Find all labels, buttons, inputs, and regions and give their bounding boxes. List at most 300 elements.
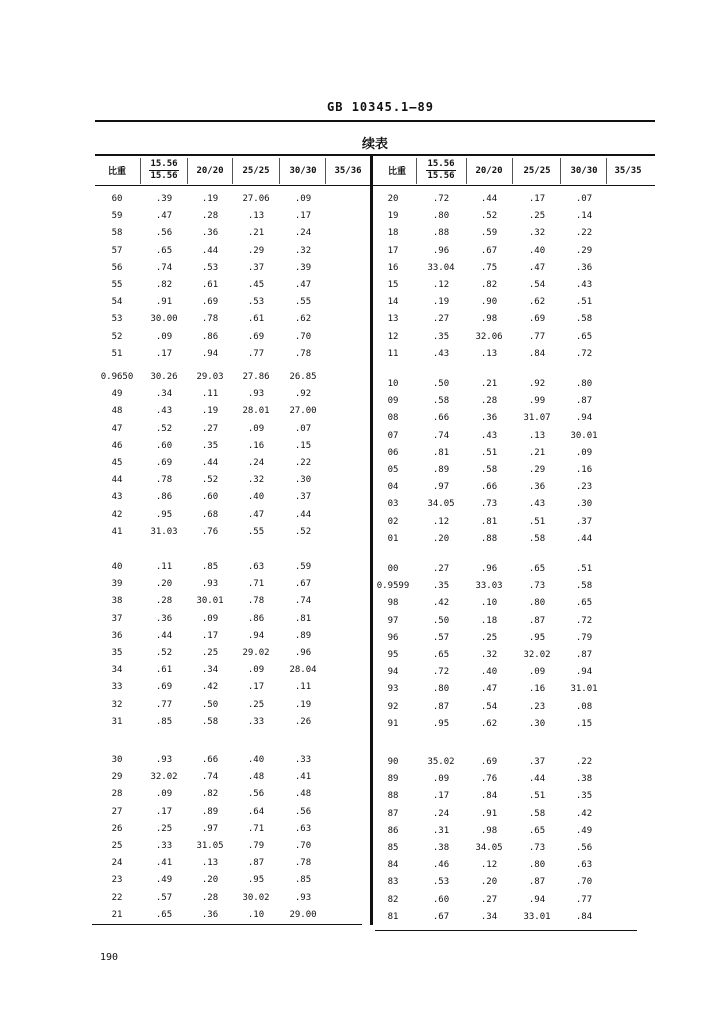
value-cell: .24 [432, 808, 450, 819]
value-cell: .97 [432, 482, 450, 493]
gravity-cell: 30 [111, 755, 123, 765]
value-cell: .40 [528, 245, 546, 256]
value-cell: .80 [528, 598, 546, 609]
value-cell: .56 [247, 789, 265, 800]
value-cell: .41 [294, 772, 312, 783]
value-cell: .93 [247, 389, 265, 400]
value-cell: .43 [528, 499, 546, 510]
value-cell: .20 [155, 579, 173, 590]
value-cell: .74 [432, 430, 450, 441]
header-20-20-right: 20/20 [475, 165, 503, 176]
header-sep [560, 158, 561, 184]
gravity-cell: 56 [111, 262, 123, 273]
value-cell: .20 [432, 533, 450, 544]
gravity-cell: 45 [111, 458, 123, 468]
value-cell: .87 [528, 615, 546, 626]
value-cell: .42 [201, 682, 219, 693]
value-cell: .71 [247, 579, 265, 590]
value-cell: .89 [432, 465, 450, 475]
gravity-cell: 59 [111, 211, 123, 222]
value-cell: .73 [528, 843, 546, 853]
value-cell: .30 [528, 718, 546, 729]
value-cell: .58 [480, 465, 498, 475]
value-cell: .51 [575, 297, 593, 308]
value-cell: .27 [480, 894, 498, 905]
value-cell: .44 [201, 245, 219, 256]
header-15-56-left-den: 15.56 [150, 171, 178, 181]
value-cell: .40 [247, 755, 265, 765]
value-cell: .89 [294, 630, 312, 641]
gravity-cell: 90 [387, 757, 399, 767]
gravity-cell: 41 [111, 526, 123, 537]
gravity-cell: 95 [387, 650, 399, 660]
value-cell: .71 [247, 823, 265, 834]
value-cell: .19 [201, 194, 219, 204]
value-cell: .40 [247, 492, 265, 503]
value-cell: .43 [480, 430, 498, 441]
value-cell: .94 [201, 348, 219, 359]
value-cell: .82 [480, 280, 498, 290]
gravity-cell: 46 [111, 440, 123, 451]
header-sep [140, 158, 141, 184]
value-cell: .96 [480, 564, 498, 574]
value-cell: .67 [480, 245, 498, 256]
value-cell: .69 [480, 757, 498, 767]
value-cell: .58 [575, 314, 593, 325]
value-cell: .26 [294, 716, 312, 727]
gravity-cell: 43 [111, 492, 123, 503]
gravity-cell: 93 [387, 684, 399, 695]
gravity-cell: 14 [387, 297, 399, 308]
value-cell: .66 [432, 413, 450, 424]
value-cell: .43 [155, 406, 173, 417]
gravity-cell: 04 [387, 482, 399, 493]
value-cell: .68 [201, 509, 219, 520]
value-cell: .82 [201, 789, 219, 800]
value-cell: .23 [575, 482, 593, 493]
value-cell: .17 [155, 348, 173, 359]
gravity-cell: 24 [111, 858, 123, 869]
value-cell: .09 [294, 194, 312, 204]
gravity-cell: 06 [387, 447, 399, 458]
value-cell: .10 [247, 909, 265, 920]
header-15-56-right [418, 158, 464, 183]
value-cell: .65 [528, 564, 546, 574]
gravity-cell: 11 [387, 348, 399, 359]
value-cell: .76 [201, 526, 219, 537]
value-cell: .34 [201, 665, 219, 676]
value-cell: .95 [247, 875, 265, 886]
value-cell: .95 [432, 718, 450, 729]
value-cell: .29 [247, 245, 265, 256]
gravity-cell: 17 [387, 245, 399, 256]
value-cell: .72 [432, 194, 450, 204]
gravity-cell: 07 [387, 430, 399, 441]
value-cell: .87 [432, 701, 450, 712]
value-cell: .13 [247, 211, 265, 222]
gravity-cell: 16 [387, 262, 399, 273]
value-cell: .87 [528, 877, 546, 888]
value-cell: .91 [155, 297, 173, 308]
value-cell: 35.02 [427, 757, 455, 767]
value-cell: .94 [575, 667, 593, 678]
value-cell: .44 [294, 509, 312, 520]
value-cell: .66 [201, 755, 219, 765]
value-cell: .96 [294, 648, 312, 658]
gravity-cell: 28 [111, 789, 123, 800]
value-cell: .15 [294, 440, 312, 451]
header-15-56-left [142, 158, 186, 183]
value-cell: .94 [528, 894, 546, 905]
gravity-cell: 51 [111, 348, 123, 359]
value-cell: .73 [528, 581, 546, 592]
value-cell: .09 [247, 665, 265, 676]
value-cell: .46 [432, 860, 450, 871]
gravity-cell: 03 [387, 499, 399, 510]
value-cell: .70 [294, 331, 312, 342]
value-cell: .98 [480, 314, 498, 325]
value-cell: .36 [201, 228, 219, 239]
value-cell: .13 [201, 858, 219, 869]
value-cell: .72 [575, 348, 593, 359]
value-cell: .84 [575, 911, 593, 922]
value-cell: .85 [201, 562, 219, 572]
value-cell: .87 [575, 650, 593, 660]
gravity-cell: 22 [111, 892, 123, 903]
header-25-25-left: 25/25 [242, 165, 270, 176]
value-cell: .62 [294, 314, 312, 325]
gravity-cell: 54 [111, 297, 123, 308]
value-cell: .09 [155, 331, 173, 342]
value-cell: .80 [432, 211, 450, 222]
value-cell: .18 [480, 615, 498, 626]
value-cell: .55 [294, 297, 312, 308]
value-cell: .20 [201, 875, 219, 886]
value-cell: .78 [155, 475, 173, 486]
value-cell: 29.03 [196, 372, 224, 382]
value-cell: .58 [201, 716, 219, 727]
value-cell: .65 [575, 598, 593, 609]
value-cell: .92 [528, 379, 546, 389]
value-cell: .39 [155, 194, 173, 204]
value-cell: .85 [294, 875, 312, 886]
value-cell: 30.26 [150, 372, 178, 382]
value-cell: .37 [294, 492, 312, 503]
value-cell: .29 [575, 245, 593, 256]
value-cell: 31.03 [150, 526, 178, 537]
value-cell: .91 [480, 808, 498, 819]
value-cell: 30.01 [196, 596, 224, 607]
value-cell: .95 [155, 509, 173, 520]
value-cell: .79 [575, 632, 593, 643]
value-cell: .69 [155, 458, 173, 468]
value-cell: .36 [575, 262, 593, 273]
value-cell: .87 [575, 396, 593, 407]
header-35-35-right: 35/35 [614, 165, 642, 176]
gravity-cell: 98 [387, 598, 399, 609]
value-cell: .77 [575, 894, 593, 905]
value-cell: 29.00 [289, 909, 317, 920]
header-20-20-left: 20/20 [196, 165, 224, 176]
value-cell: .25 [480, 632, 498, 643]
value-cell: 32.02 [150, 772, 178, 783]
header-top-rule [95, 154, 655, 156]
value-cell: .09 [155, 789, 173, 800]
value-cell: .77 [247, 348, 265, 359]
value-cell: .45 [247, 280, 265, 290]
gravity-cell: 83 [387, 877, 399, 888]
value-cell: .77 [155, 699, 173, 710]
value-cell: .85 [155, 716, 173, 727]
value-cell: .78 [294, 348, 312, 359]
gravity-cell: 37 [111, 613, 123, 624]
value-cell: .88 [432, 228, 450, 239]
header-sep [232, 158, 233, 184]
value-cell: .28 [155, 596, 173, 607]
value-cell: .32 [247, 475, 265, 486]
value-cell: .47 [294, 280, 312, 290]
header-15-56-right-den: 15.56 [427, 171, 455, 181]
value-cell: .22 [575, 228, 593, 239]
value-cell: .08 [575, 701, 593, 712]
gravity-cell: 15 [387, 280, 399, 290]
value-cell: .44 [575, 533, 593, 544]
header-15-56-right-num: 15.56 [427, 159, 455, 169]
value-cell: .12 [432, 516, 450, 527]
standard-code: GB 10345.1—89 [327, 100, 434, 114]
value-cell: .59 [480, 228, 498, 239]
value-cell: 32.06 [475, 331, 503, 342]
gravity-cell: 34 [111, 665, 123, 676]
value-cell: .56 [575, 843, 593, 853]
value-cell: .78 [247, 596, 265, 607]
value-cell: .33 [155, 841, 173, 851]
value-cell: .90 [480, 297, 498, 308]
value-cell: .80 [575, 379, 593, 389]
value-cell: .13 [480, 348, 498, 359]
gravity-cell: 19 [387, 211, 399, 222]
value-cell: .65 [575, 331, 593, 342]
gravity-cell: 92 [387, 701, 399, 712]
gravity-cell: 57 [111, 245, 123, 256]
value-cell: .44 [528, 774, 546, 785]
value-cell: .53 [247, 297, 265, 308]
value-cell: 32.02 [523, 650, 551, 660]
value-cell: .37 [575, 516, 593, 527]
value-cell: .36 [528, 482, 546, 493]
value-cell: .56 [294, 806, 312, 817]
header-35-35-left: 35/36 [334, 165, 362, 176]
value-cell: .86 [247, 613, 265, 624]
value-cell: .11 [201, 389, 219, 400]
value-cell: .28 [201, 892, 219, 903]
value-cell: .50 [432, 379, 450, 389]
value-cell: .09 [247, 423, 265, 434]
gravity-cell: 36 [111, 630, 123, 641]
value-cell: .62 [528, 297, 546, 308]
value-cell: .82 [155, 280, 173, 290]
bottom-rule-left [92, 924, 362, 925]
value-cell: .79 [247, 841, 265, 851]
value-cell: .42 [432, 598, 450, 609]
value-cell: .99 [528, 396, 546, 407]
value-cell: .58 [432, 396, 450, 407]
gravity-cell: 39 [111, 579, 123, 590]
value-cell: .27 [201, 423, 219, 434]
value-cell: .13 [528, 430, 546, 441]
value-cell: .12 [432, 280, 450, 290]
value-cell: .56 [155, 228, 173, 239]
value-cell: .65 [155, 909, 173, 920]
gravity-cell: 13 [387, 314, 399, 325]
value-cell: .07 [575, 194, 593, 204]
value-cell: .25 [247, 699, 265, 710]
value-cell: .36 [155, 613, 173, 624]
gravity-cell: 18 [387, 228, 399, 239]
value-cell: 34.05 [427, 499, 455, 510]
value-cell: .27 [432, 314, 450, 325]
value-cell: .60 [432, 894, 450, 905]
value-cell: .94 [247, 630, 265, 641]
value-cell: .47 [528, 262, 546, 273]
gravity-cell: 52 [111, 331, 123, 342]
value-cell: .35 [201, 440, 219, 451]
value-cell: .44 [480, 194, 498, 204]
value-cell: .76 [480, 774, 498, 785]
value-cell: .75 [480, 262, 498, 273]
value-cell: .44 [155, 630, 173, 641]
value-cell: .17 [155, 806, 173, 817]
value-cell: .73 [480, 499, 498, 510]
value-cell: .19 [432, 297, 450, 308]
value-cell: .40 [480, 667, 498, 678]
gravity-cell: 82 [387, 894, 399, 905]
value-cell: .47 [247, 509, 265, 520]
value-cell: 31.01 [570, 684, 598, 695]
header-sep [279, 158, 280, 184]
value-cell: .80 [432, 684, 450, 695]
value-cell: .93 [294, 892, 312, 903]
value-cell: .22 [294, 458, 312, 468]
value-cell: .24 [294, 228, 312, 239]
value-cell: .80 [528, 860, 546, 871]
value-cell: .24 [247, 458, 265, 468]
value-cell: .10 [480, 598, 498, 609]
header-25-25-right: 25/25 [523, 165, 551, 176]
value-cell: .50 [432, 615, 450, 626]
value-cell: .32 [294, 245, 312, 256]
value-cell: .21 [528, 447, 546, 458]
gravity-cell: 97 [387, 615, 399, 626]
value-cell: .11 [155, 562, 173, 572]
value-cell: .43 [432, 348, 450, 359]
value-cell: .15 [575, 718, 593, 729]
value-cell: .55 [247, 526, 265, 537]
value-cell: 33.03 [475, 581, 503, 592]
value-cell: 30.01 [570, 430, 598, 441]
value-cell: .20 [480, 877, 498, 888]
value-cell: .97 [201, 823, 219, 834]
value-cell: .30 [294, 475, 312, 486]
value-cell: .09 [575, 447, 593, 458]
value-cell: .63 [575, 860, 593, 871]
value-cell: 31.07 [523, 413, 551, 424]
value-cell: .07 [294, 423, 312, 434]
value-cell: .65 [528, 825, 546, 836]
value-cell: .96 [432, 245, 450, 256]
header-15-56-left-num: 15.56 [150, 159, 178, 169]
value-cell: .09 [528, 667, 546, 678]
bottom-rule-right [375, 930, 637, 931]
value-cell: .78 [294, 858, 312, 869]
value-cell: .34 [480, 911, 498, 922]
gravity-cell: 44 [111, 475, 123, 486]
header-bottom-rule [95, 185, 655, 186]
value-cell: .09 [432, 774, 450, 785]
value-cell: .57 [155, 892, 173, 903]
value-cell: .54 [528, 280, 546, 290]
value-cell: 26.85 [289, 372, 317, 382]
gravity-cell: 32 [111, 699, 123, 710]
value-cell: .61 [201, 280, 219, 290]
value-cell: .27 [432, 564, 450, 574]
gravity-cell: 05 [387, 465, 399, 475]
gravity-cell: 55 [111, 280, 123, 290]
gravity-cell: 02 [387, 516, 399, 527]
value-cell: 27.06 [242, 194, 270, 204]
value-cell: .48 [247, 772, 265, 783]
value-cell: .81 [480, 516, 498, 527]
value-cell: .19 [294, 699, 312, 710]
value-cell: .77 [528, 331, 546, 342]
value-cell: .60 [155, 440, 173, 451]
value-cell: .51 [528, 791, 546, 802]
gravity-cell: 33 [111, 682, 123, 693]
gravity-cell: 00 [387, 564, 399, 574]
value-cell: .16 [247, 440, 265, 451]
value-cell: .69 [528, 314, 546, 325]
gravity-cell: 01 [387, 533, 399, 544]
gravity-cell: 89 [387, 774, 399, 785]
value-cell: .70 [575, 877, 593, 888]
value-cell: .25 [528, 211, 546, 222]
value-cell: .16 [528, 684, 546, 695]
gravity-cell: 08 [387, 413, 399, 424]
value-cell: .60 [201, 492, 219, 503]
header-sep [325, 158, 326, 184]
value-cell: .38 [575, 774, 593, 785]
value-cell: .66 [480, 482, 498, 493]
value-cell: .19 [201, 406, 219, 417]
value-cell: .37 [528, 757, 546, 767]
value-cell: .29 [528, 465, 546, 475]
page-number: 190 [100, 952, 119, 963]
value-cell: .17 [294, 211, 312, 222]
value-cell: .69 [201, 297, 219, 308]
value-cell: .17 [201, 630, 219, 641]
gravity-cell: 88 [387, 791, 399, 802]
value-cell: 27.86 [242, 372, 270, 382]
value-cell: 33.01 [523, 911, 551, 922]
gravity-cell: 23 [111, 875, 123, 886]
value-cell: .16 [575, 465, 593, 475]
value-cell: .88 [480, 533, 498, 544]
table-title: 续表 [362, 137, 389, 152]
value-cell: .63 [294, 823, 312, 834]
value-cell: .53 [201, 262, 219, 273]
gravity-cell: 48 [111, 406, 123, 417]
value-cell: .92 [294, 389, 312, 400]
